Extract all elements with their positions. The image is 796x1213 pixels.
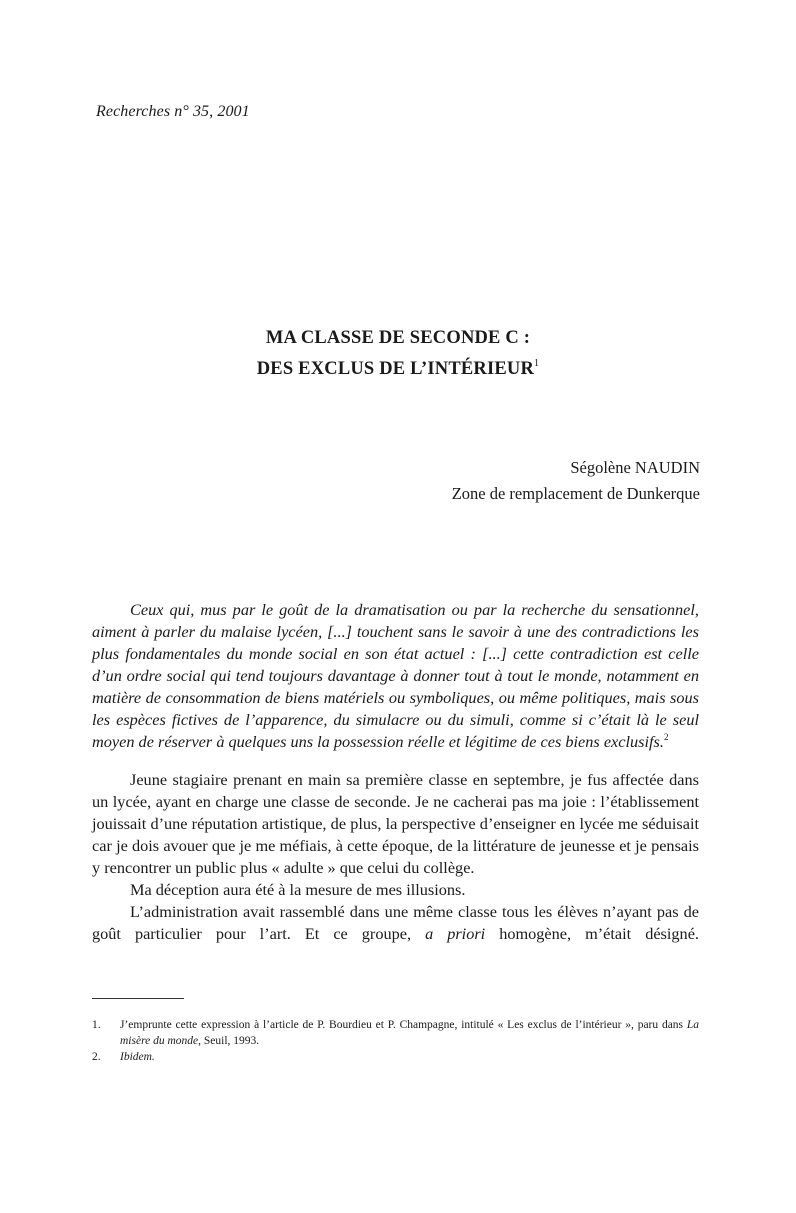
article-title bbox=[0, 325, 796, 382]
author-block bbox=[452, 455, 700, 507]
footnote-1 bbox=[92, 1017, 699, 1049]
paragraph-1: Jeune stagiaire prenant en main sa première classe en septembre, je fus affectée dans un lycée, ayant en charge une classe de seconde. Je ne cacherai pas ma joie : l’établissement jouissait d’une réputation artistique, de plus, la perspective d’enseigner en lycée me séduisait car je dois avouer que je me méfiais, à cette époque, de la littérature de jeunesse et je pensais y rencontrer un public plus « adulte » que celui du collège. bbox=[92, 770, 699, 877]
paragraph-2: Ma déception aura été à la mesure de mes illusions. bbox=[130, 880, 466, 899]
title-line-2-text: DES EXCLUS DE L’INTÉRIEUR bbox=[256, 359, 535, 379]
footnote-2 bbox=[92, 1049, 699, 1065]
title-footnote-ref[interactable]: 1 bbox=[534, 358, 540, 369]
paragraph-3 bbox=[92, 901, 699, 945]
title-line-2 bbox=[0, 351, 796, 382]
author-name: Ségolène NAUDIN bbox=[570, 458, 700, 477]
footnote-1-text bbox=[120, 1017, 699, 1049]
footnotes bbox=[92, 1017, 699, 1065]
footnote-1-before: J’emprunte cette expression à l’article de P. Bourdieu et P. Champagne, intitulé « Les exclus de l’intérieur », paru dans bbox=[120, 1019, 687, 1031]
footnote-1-number: 1. bbox=[92, 1019, 101, 1031]
footnote-1-italic: La misère du monde bbox=[120, 1019, 699, 1047]
article-body bbox=[92, 599, 699, 945]
author-affiliation: Zone de remplacement de Dunkerque bbox=[451, 484, 700, 503]
journal-header: Recherches n° 35, 2001 bbox=[96, 103, 250, 120]
title-line-1: MA CLASSE DE SECONDE C : bbox=[265, 328, 531, 348]
epigraph-text: Ceux qui, mus par le goût de la dramatisation ou par la recherche du sensationnel, aiment à parler du malaise lycéen, [...] touchent sans le savoir à une des contradictions les plus fondamentales du monde social en son état actuel : [...] cette contradiction est celle d’un ordre social qui tend toujours davantage à donner tout à tout le monde, notamment en matière de consommation de biens matériels ou symboliques, ou même politiques, mais sous les espèces fictives de l’apparence, du simulacre ou du simuli, comme si c’était là le seul moyen de réserver à quelques uns la possession réelle et légitime de ces biens exclusifs. bbox=[92, 600, 699, 751]
epigraph-footnote-ref[interactable]: 2 bbox=[663, 732, 669, 742]
footnote-1-after: , Seuil, 1993. bbox=[198, 1035, 260, 1047]
epigraph bbox=[92, 599, 699, 753]
footnote-2-italic: Ibidem. bbox=[120, 1051, 155, 1063]
paragraph-3-after: homogène, m’était désigné. bbox=[485, 924, 699, 943]
paragraph-3-before: L’administration avait rassemblé dans une même classe tous les élèves n’ayant pas de goût particulier pour l’art. Et ce groupe, bbox=[92, 902, 699, 943]
footnote-2-text bbox=[120, 1049, 699, 1065]
footnote-2-number: 2. bbox=[92, 1051, 101, 1063]
footnote-divider bbox=[92, 998, 184, 999]
paragraph-3-italic: a priori bbox=[425, 924, 486, 943]
